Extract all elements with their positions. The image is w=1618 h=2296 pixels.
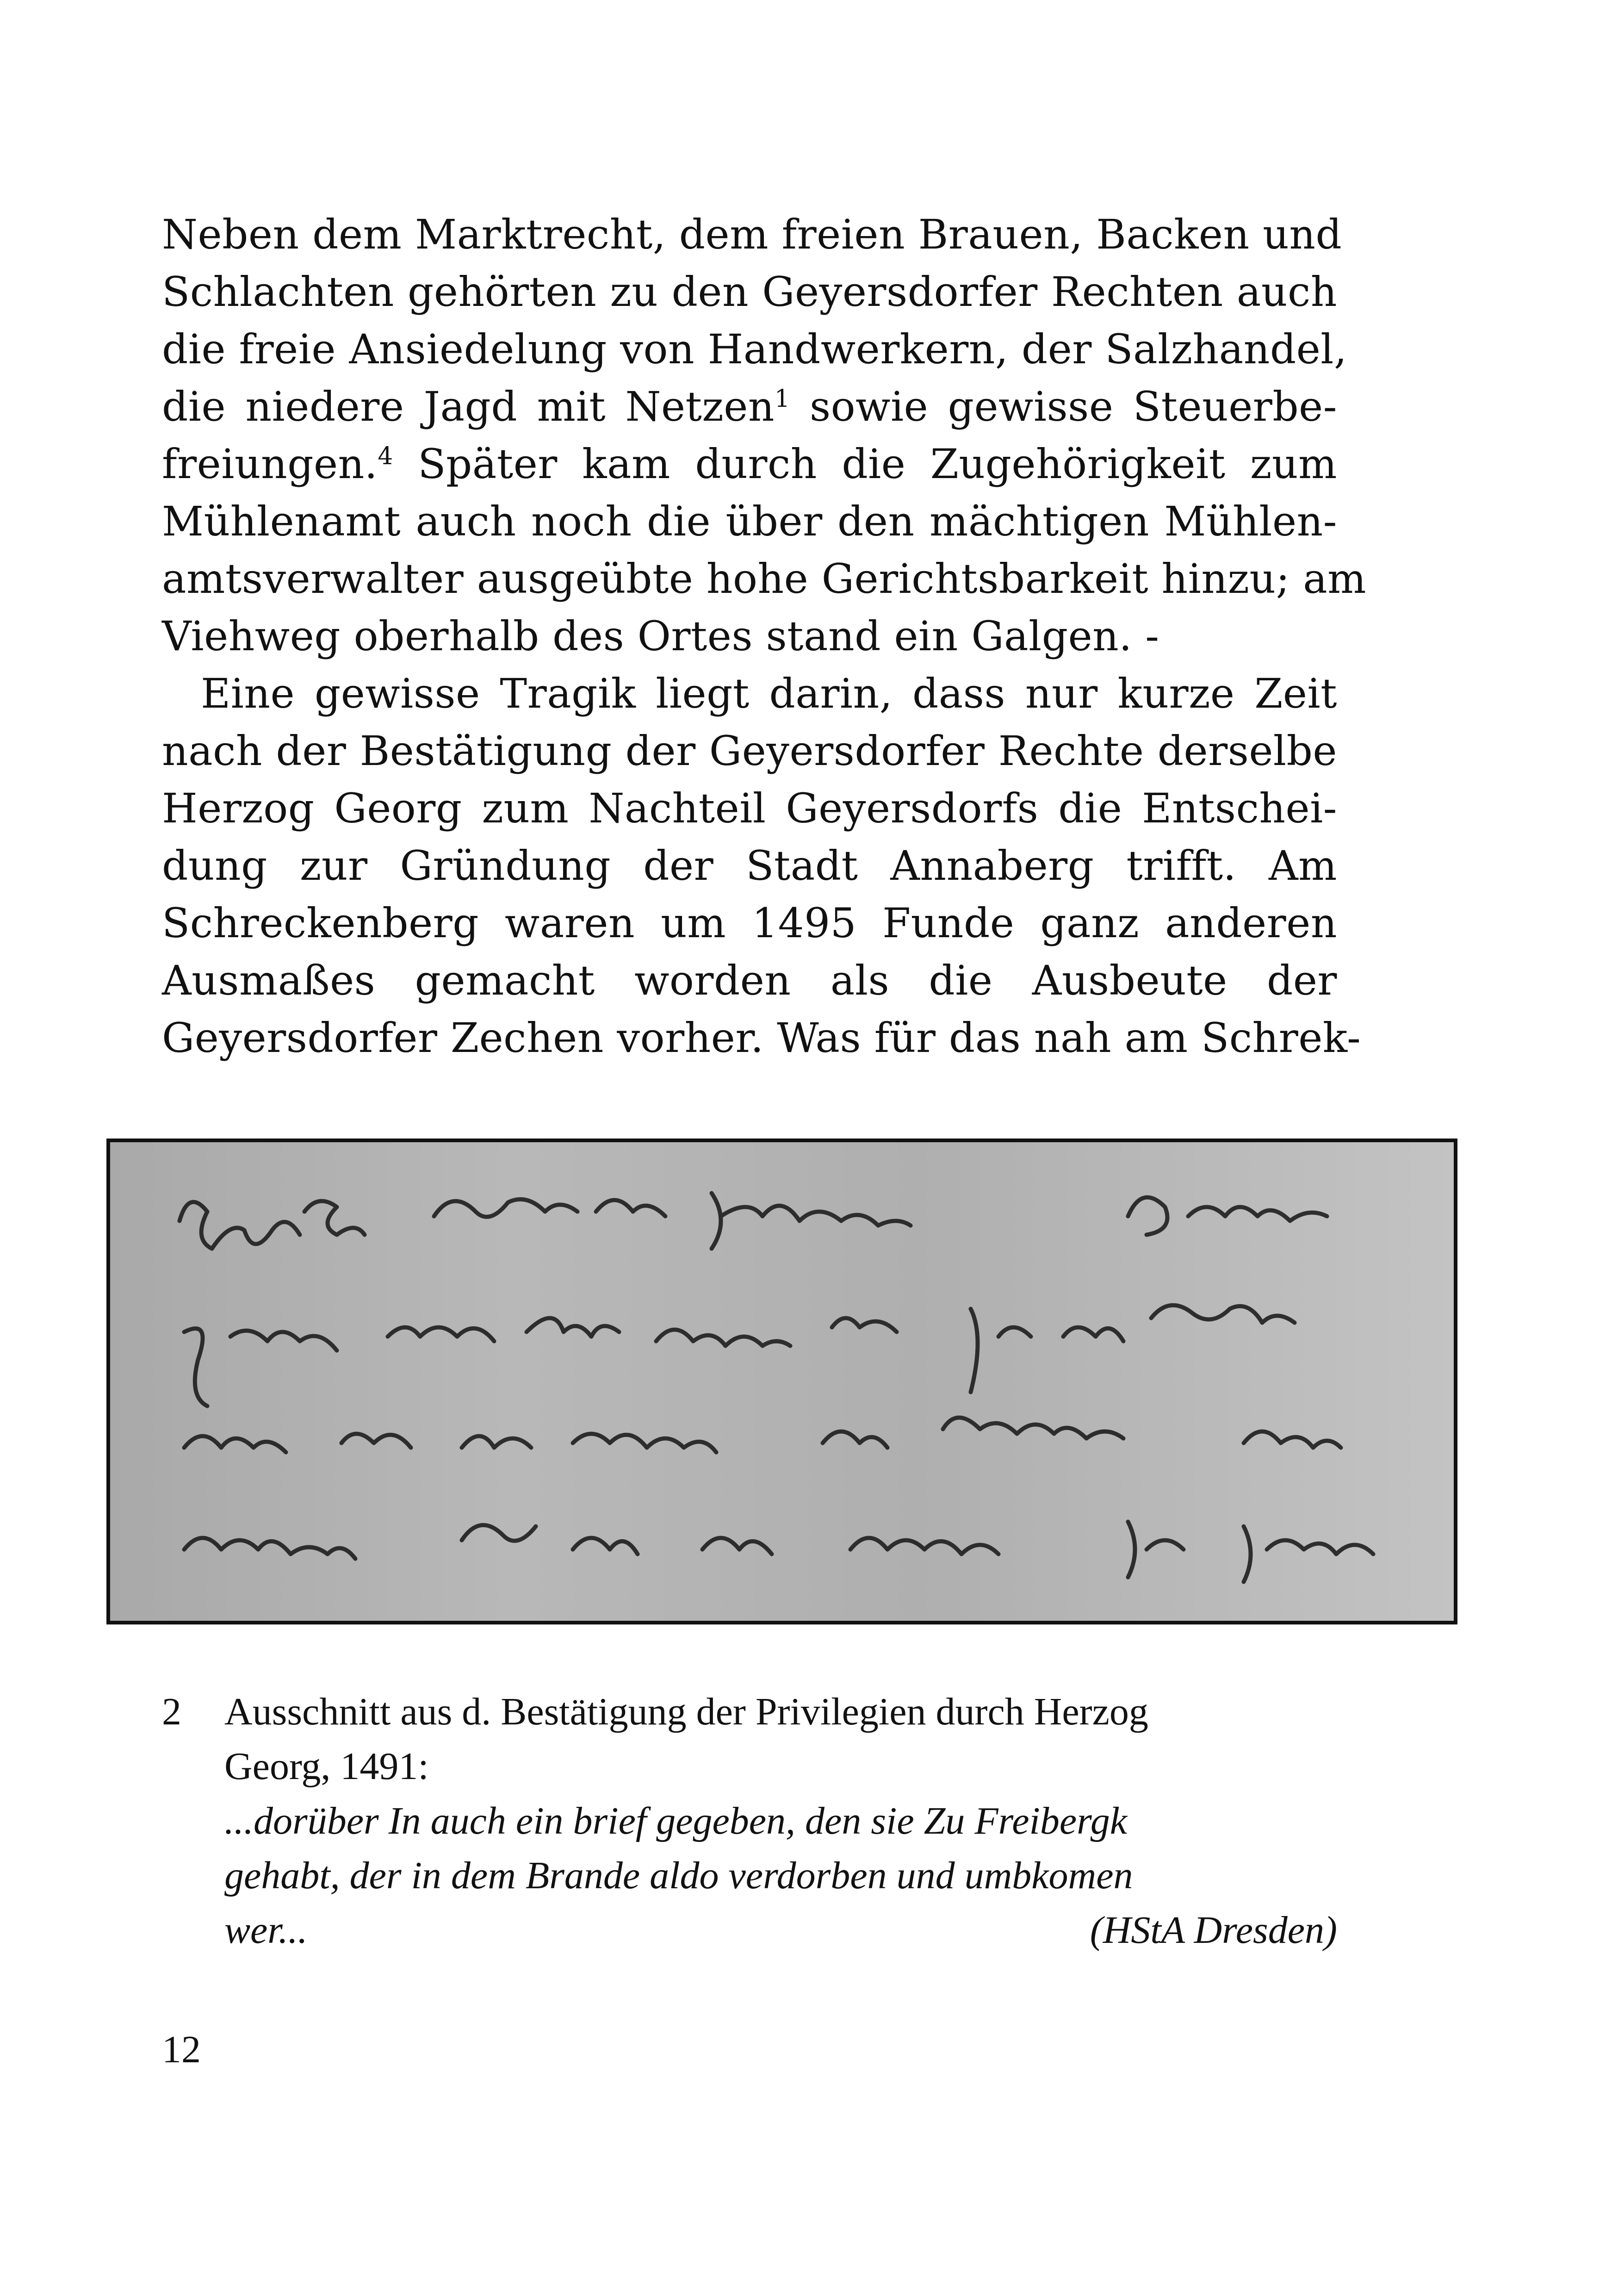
text-line: Viehweg oberhalb des Ortes stand ein Galgen. - (162, 612, 1159, 660)
text-line: amtsverwalter ausgeübte hohe Gerichtsbarkeit hinzu; am (162, 555, 1367, 603)
manuscript-image (106, 1139, 1457, 1624)
caption-quote: ...dorüber In auch ein brief gegeben, den sie Zu Freibergk (224, 1799, 1127, 1842)
text-line: Schreckenberg waren um 1495 Funde ganz anderen (162, 899, 1337, 947)
main-text (162, 206, 1367, 1067)
text-line: Mühlenamt auch noch die über den mächtigen Mühlen- (162, 498, 1337, 545)
caption-line: Georg, 1491: (224, 1745, 429, 1788)
text-line: die freie Ansiedelung von Handwerkern, der Salzhandel, (162, 325, 1347, 373)
footnote-ref: 1 (775, 385, 790, 413)
caption-source: (HStA Dresden) (1090, 1909, 1337, 1952)
text-line: dung zur Gründung der Stadt Annaberg trifft. Am (162, 842, 1337, 890)
caption-number: 2 (162, 1690, 181, 1733)
caption-quote-end: wer... (224, 1909, 308, 1952)
caption-quote-last (224, 1903, 1337, 1958)
text-line: freiungen.$^4$ Später kam durch die Zugehörigkeit zum (162, 440, 1337, 488)
page-number: 12 (162, 2028, 201, 2071)
text-line: Eine gewisse Tragik liegt darin, dass nur kurze Zeit (201, 670, 1337, 717)
text-line: Herzog Georg zum Nachteil Geyersdorfs die Entschei- (162, 784, 1337, 832)
text-line: die niedere Jagd mit Netzen$^1$ sowie gewisse Steuerbe- (162, 383, 1337, 430)
text-line: Ausmaßes gemacht worden als die Ausbeute der (162, 957, 1337, 1004)
handwriting-illustration (110, 1142, 1454, 1621)
footnote-ref: 4 (378, 442, 393, 470)
text-line: Schlachten gehörten zu den Geyersdorfer Rechten auch (162, 268, 1337, 316)
text-line: nach der Bestätigung der Geyersdorfer Rechte derselbe (162, 727, 1337, 775)
text-line: Geyersdorfer Zechen vorher. Was für das nah am Schrek- (162, 1014, 1361, 1062)
caption-quote: gehabt, der in dem Brande aldo verdorben und umbkomen (224, 1854, 1133, 1897)
caption-line: Ausschnitt aus d. Bestätigung der Privilegien durch Herzog (224, 1690, 1148, 1733)
figure-caption (162, 1685, 1337, 1958)
text-line: Neben dem Marktrecht, dem freien Brauen, Backen und (162, 211, 1342, 258)
caption-body (224, 1685, 1337, 1958)
